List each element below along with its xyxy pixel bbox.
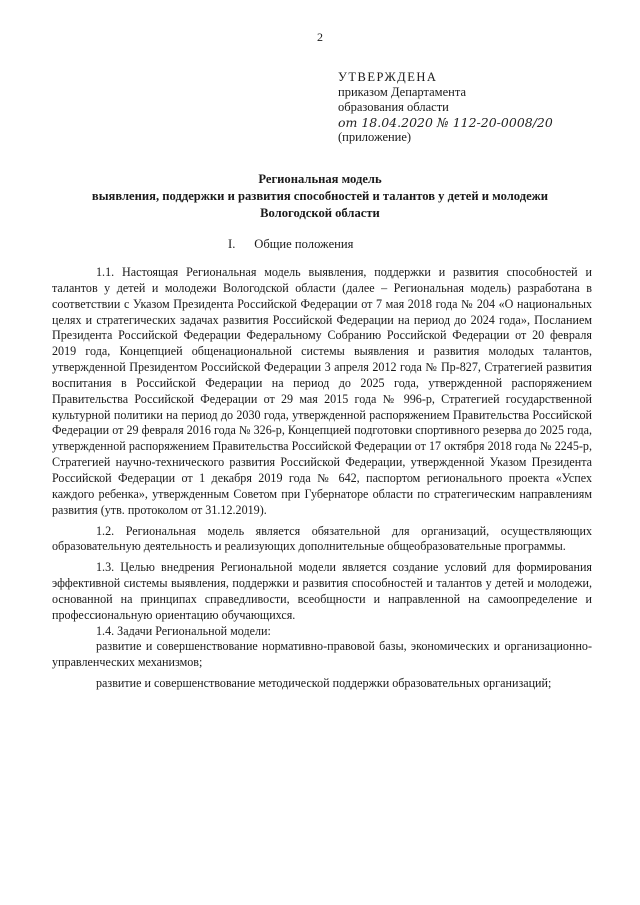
- section-heading: I. Общие положения: [228, 237, 354, 251]
- task-item: развитие и совершенствование нормативно-правовой базы, экономических и организационно-управленческих механизмов;: [52, 639, 592, 670]
- task-item: развитие и совершенствование методической поддержки образовательных организаций;: [96, 676, 552, 691]
- paragraph-1-1: 1.1. Настоящая Региональная модель выявления, поддержки и развития способностей и талантов у детей и молодежи Вологодской области (далее – Региональная модель) разработана в соответствии с Указом Президента Российской Федерации от 7 мая 2018 года № 204 «О национальных целях и стратегических задачах развития Российской Федерации на период до 2024 года», Посланием Президента Российской Федерации Федеральному Собранию Российской Федерации от 20 февраля 2019 года, Концепцией общенациональной системы выявления и развития молодых талантов, утвержденной Президентом Российской Федерации 3 апреля 2012 года № Пр-827, Стратегией развития воспитания в Российской Федерации на период до 2025 года, утвержденной распоряжением Правительства Российской Федерации от 29 мая 2015 года № 996-р, Стратегией государственной культурной политики на период до 2030 года, утвержденной распоряжением Правительства Российской Федерации от 29 февраля 2016 года № 326-р, Концепцией подготовки спортивного резерва до 2025 года, утвержденной распоряжением Правительства Российской Федерации от 17 октября 2018 года № 2245-р, Стратегией научно-технического развития Российской Федерации, утвержденной Указом Президента Российской Федерации от 1 декабря 2019 года № 642, паспортом регионального проекта «Успех каждого ребенка», утвержденным Советом при Губернаторе области по стратегическим направлениям развития (утв. протоколом от 31.12.2019).: [52, 265, 592, 517]
- paragraph-1-3: 1.3. Целью внедрения Региональной модели является создание условий для формирования эффективной системы выявления, поддержки и развития способностей и талантов у детей и молодежи, основанной на принципах справедливости, всеобщности и направленной на самоопределение и профессиональную ориентацию обучающихся.: [52, 560, 592, 622]
- document-body: [52, 265, 592, 692]
- paragraph-1-4: 1.4. Задачи Региональной модели:: [96, 623, 271, 638]
- paragraph-1-2: 1.2. Региональная модель является обязательной для организаций, осуществляющих образовательную деятельность и реализующих дополнительные общеобразовательные программы.: [52, 523, 592, 554]
- document-title-line: выявления, поддержки и развития способностей и талантов у детей и молодежи: [91, 189, 549, 203]
- approval-department-line: образования области: [338, 100, 449, 114]
- document-title: [40, 171, 600, 222]
- page-number: 2: [317, 30, 323, 44]
- document-title-line: Региональная модель: [258, 172, 382, 186]
- approval-appendix-note: (приложение): [338, 130, 412, 144]
- approval-stamp: [338, 70, 628, 145]
- approval-title: УТВЕРЖДЕНА: [338, 70, 438, 84]
- approval-date-number: от 18.04.2020 № 112-20-0008/20: [338, 115, 553, 130]
- document-title-line: Вологодской области: [260, 206, 380, 220]
- approval-order-line: приказом Департамента: [338, 85, 466, 99]
